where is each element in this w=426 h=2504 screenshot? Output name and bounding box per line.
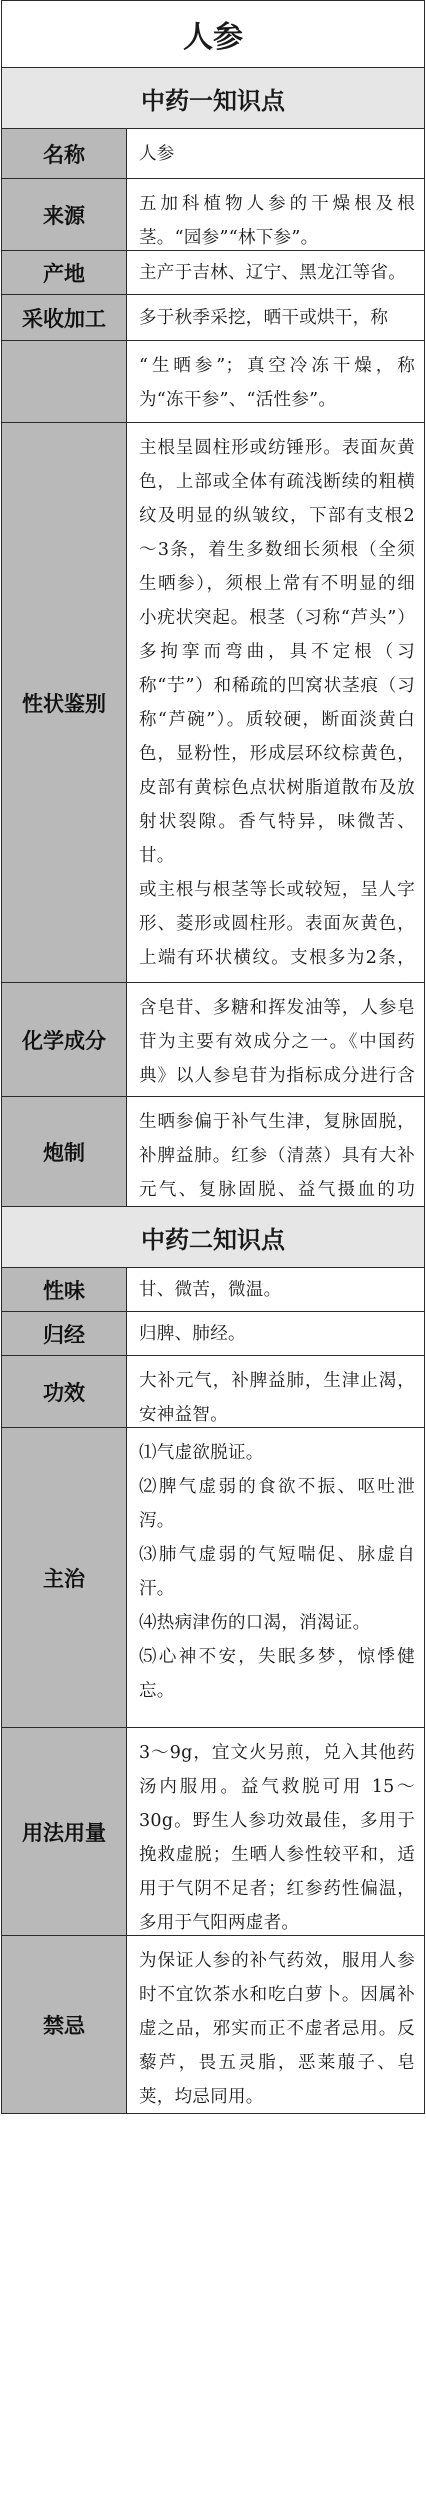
- row-label: 归经: [2, 1312, 127, 1355]
- section-heading: 中药二知识点: [2, 1207, 424, 1268]
- row-label: 主治: [2, 1428, 127, 1727]
- row-content: [127, 129, 424, 178]
- row-label: 功效: [2, 1356, 127, 1427]
- row-label: 炮制: [2, 1097, 127, 1206]
- content-paragraph: 含皂苷、多糖和挥发油等，人参皂苷为主要有效成分之一。《中国药典》以人参皂苷为指标成分进行含: [139, 998, 415, 1086]
- row-label: 采收加工: [2, 295, 127, 340]
- table-row: [2, 1097, 424, 1207]
- row-label: 用法用量: [2, 1728, 127, 1935]
- table-row: [2, 1728, 424, 1936]
- row-content: [127, 341, 424, 422]
- content-paragraph: 多于秋季采挖，晒干或烘干，称: [139, 307, 389, 328]
- table-row: [2, 129, 424, 179]
- content-paragraph: “生晒参”；真空冷冻干燥，称为“冻干参”、“活性参”。: [139, 356, 415, 410]
- row-content: [127, 1936, 424, 2113]
- content-paragraph: ⑶肺气虚弱的气短喘促、脉虚自汗。: [139, 1545, 415, 1599]
- content-paragraph: 归脾、肺经。: [139, 1323, 246, 1344]
- row-label: [2, 341, 127, 422]
- row-label: 来源: [2, 179, 127, 250]
- row-content: [127, 295, 424, 340]
- content-paragraph: 主根呈圆柱形或纺锤形。表面灰黄色，上部或全体有疏浅断续的粗横纹及明显的纵皱纹，下部有支根2～3条，着生多数细长须根（全须生晒参），须根上常有不明显的细小疣状突起。根茎（习称“芦头”）多拘挛而弯曲，具不定根（习称“艼”）和稀疏的凹窝状茎痕（习称“芦碗”）。质较硬，断面淡黄白色，显粉性，形成层环纹棕黄色，皮部有黄棕色点状树脂道散布及放射状裂隙。香气特异，味微苦、甘。: [139, 438, 415, 866]
- content-paragraph: 甘、微苦，微温。: [139, 1279, 282, 1300]
- content-paragraph: 或主根与根茎等长或较短，呈人字形、菱形或圆柱形。表面灰黄色，上端有环状横纹。支根多为2条，: [139, 880, 415, 968]
- table-row: [2, 179, 424, 251]
- row-label: 性状鉴别: [2, 423, 127, 982]
- content-paragraph: ⑴气虚欲脱证。: [139, 1443, 264, 1463]
- table-row: [2, 1428, 424, 1728]
- table-row: [2, 983, 424, 1097]
- row-content: [127, 1097, 424, 1206]
- page-title: 人参: [2, 1, 424, 68]
- row-content: [127, 1356, 424, 1427]
- content-paragraph: ⑸心神不安，失眠多梦，惊悸健忘。: [139, 1647, 415, 1701]
- row-content: [127, 423, 424, 982]
- herb-info-table: [1, 0, 425, 2114]
- row-content: [127, 1428, 424, 1727]
- content-paragraph: 人参: [139, 143, 175, 164]
- row-label: 化学成分: [2, 983, 127, 1096]
- table-row: [2, 1268, 424, 1312]
- content-paragraph: 五加科植物人参的干燥根及根茎。“园参”“林下参”。: [139, 194, 415, 248]
- row-content: [127, 179, 424, 250]
- table-row: [2, 341, 424, 423]
- table-row: [2, 1356, 424, 1428]
- content-paragraph: ⑵脾气虚弱的食欲不振、呕吐泄泻。: [139, 1477, 415, 1531]
- table-body: [2, 68, 424, 2113]
- row-content: [127, 983, 424, 1096]
- content-paragraph: 为保证人参的补气药效，服用人参时不宜饮茶水和吃白萝卜。因属补虚之品，邪实而正不虚者忌用。反藜芦，畏五灵脂，恶莱菔子、皂荚，均忌同用。: [139, 1951, 415, 2107]
- row-content: [127, 1268, 424, 1311]
- table-row: [2, 1312, 424, 1356]
- row-label: 禁忌: [2, 1936, 127, 2113]
- table-row: [2, 295, 424, 341]
- content-paragraph: ⑷热病津伤的口渴，消渴证。: [139, 1613, 371, 1633]
- table-row: [2, 251, 424, 295]
- row-label: 产地: [2, 251, 127, 294]
- row-label: 性味: [2, 1268, 127, 1311]
- content-paragraph: 大补元气，补脾益肺，生津止渴，安神益智。: [139, 1371, 415, 1425]
- table-row: [2, 423, 424, 983]
- content-paragraph: 主产于吉林、辽宁、黑龙江等省。: [139, 262, 406, 283]
- table-row: [2, 1936, 424, 2113]
- section-heading: 中药一知识点: [2, 68, 424, 129]
- row-content: [127, 1312, 424, 1355]
- row-content: [127, 251, 424, 294]
- row-content: [127, 1728, 424, 1935]
- content-paragraph: 生晒参偏于补气生津，复脉固脱，补脾益肺。红参（清蒸）具有大补元气、复脉固脱、益气摄血的功: [139, 1112, 415, 1200]
- content-paragraph: 3～9g，宜文火另煎，兑入其他药汤内服用。益气救脱可用 15～30g。野生人参功效最佳，多用于挽救虚脱；生晒人参性较平和，适用于气阴不足者；红参药性偏温，多用于气阳两虚者。: [139, 1743, 415, 1933]
- row-label: 名称: [2, 129, 127, 178]
